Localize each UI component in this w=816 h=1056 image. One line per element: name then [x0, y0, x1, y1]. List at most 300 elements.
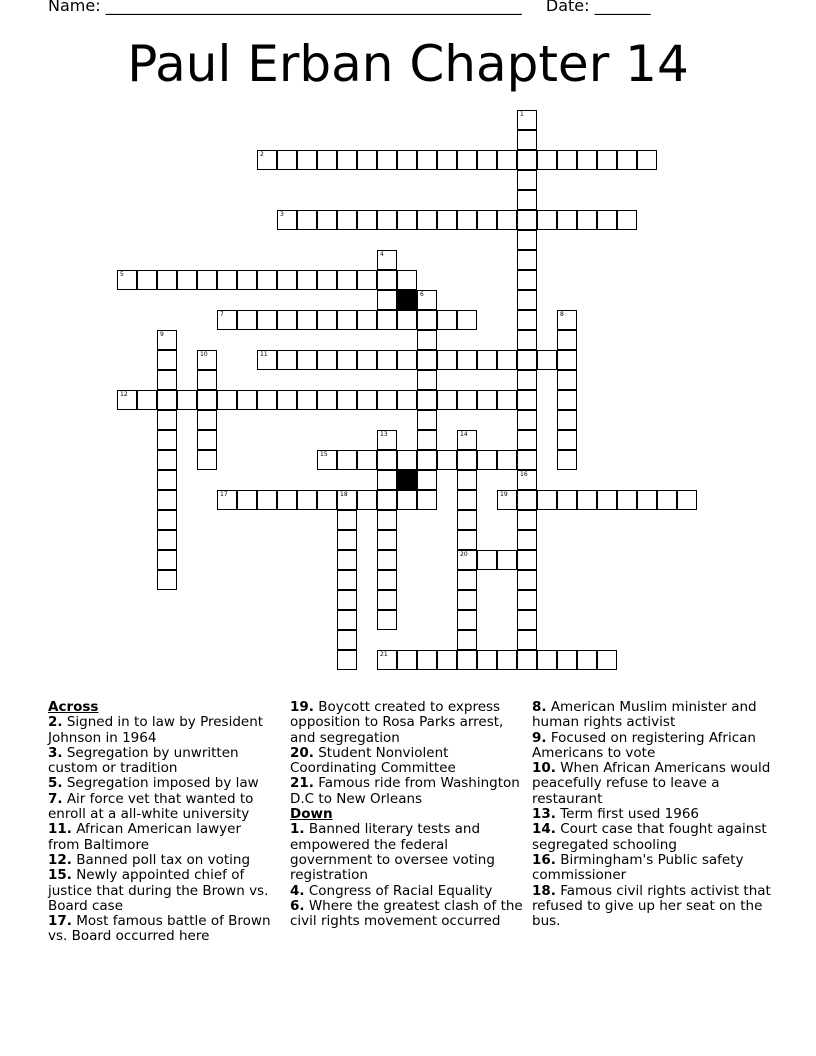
- grid-cell[interactable]: [377, 590, 397, 610]
- grid-cell[interactable]: [317, 350, 337, 370]
- grid-cell[interactable]: [317, 310, 337, 330]
- grid-cell[interactable]: [557, 650, 577, 670]
- grid-cell[interactable]: [417, 290, 437, 310]
- grid-cell[interactable]: [237, 310, 257, 330]
- clue-number: 10: [200, 351, 208, 358]
- clue-text: Student Nonviolent Coordinating Committee: [290, 744, 456, 777]
- grid-cell[interactable]: [377, 470, 397, 490]
- across-clue: [48, 746, 276, 777]
- grid-cell[interactable]: [497, 390, 517, 410]
- grid-cell[interactable]: [157, 370, 177, 390]
- grid-cell[interactable]: [557, 150, 577, 170]
- across-clue: [48, 914, 276, 945]
- grid-cell[interactable]: [457, 350, 477, 370]
- clue-text: Newly appointed chief of justice that during the Brown vs. Board case: [48, 867, 269, 914]
- header-line: [48, 0, 788, 18]
- grid-cell[interactable]: [417, 330, 437, 350]
- grid-cell[interactable]: [557, 330, 577, 350]
- grid-cell[interactable]: [537, 650, 557, 670]
- grid-cell[interactable]: [517, 490, 537, 510]
- grid-cell[interactable]: [357, 150, 377, 170]
- grid-cell[interactable]: [157, 430, 177, 450]
- grid-cell[interactable]: [457, 450, 477, 470]
- grid-cell[interactable]: [517, 130, 537, 150]
- clue-number: 1: [520, 111, 524, 118]
- grid-cell[interactable]: [557, 390, 577, 410]
- clue-number-label: 19.: [290, 699, 314, 715]
- grid-cell[interactable]: [557, 210, 577, 230]
- clue-number: 3: [280, 211, 284, 218]
- grid-cell[interactable]: [237, 490, 257, 510]
- black-cell: [397, 470, 417, 490]
- grid-cell[interactable]: [417, 650, 437, 670]
- grid-cell[interactable]: [257, 310, 277, 330]
- clue-number: 21: [380, 651, 388, 658]
- grid-cell[interactable]: [597, 490, 617, 510]
- grid-cell[interactable]: [617, 150, 637, 170]
- grid-cell[interactable]: [337, 350, 357, 370]
- grid-cell[interactable]: [317, 390, 337, 410]
- grid-cell[interactable]: [497, 150, 517, 170]
- grid-cell[interactable]: [217, 390, 237, 410]
- grid-cell[interactable]: [157, 390, 177, 410]
- name-blank[interactable]: ____________________________________________________: [105, 0, 522, 15]
- grid-cell[interactable]: [357, 390, 377, 410]
- grid-cell[interactable]: [517, 550, 537, 570]
- clue-text: American Muslim minister and human rights activist: [532, 699, 757, 731]
- grid-cell[interactable]: [277, 490, 297, 510]
- grid-cell[interactable]: [517, 270, 537, 290]
- grid-cell[interactable]: [197, 410, 217, 430]
- clue-text: Where the greatest clash of the civil rights movement occurred: [290, 897, 523, 930]
- clue-number: 2: [260, 151, 264, 158]
- grid-cell[interactable]: [457, 430, 477, 450]
- grid-cell[interactable]: [517, 650, 537, 670]
- clue-number: 8: [560, 311, 564, 318]
- grid-cell[interactable]: [337, 630, 357, 650]
- grid-cell[interactable]: [537, 490, 557, 510]
- clue-number: 17: [220, 491, 228, 498]
- grid-cell[interactable]: [457, 650, 477, 670]
- clue-number: 4: [380, 251, 384, 258]
- grid-cell[interactable]: [157, 410, 177, 430]
- grid-cell[interactable]: [397, 270, 417, 290]
- grid-cell[interactable]: [337, 510, 357, 530]
- grid-cell[interactable]: [257, 490, 277, 510]
- clue-number-label: 9.: [532, 729, 547, 746]
- grid-cell[interactable]: [517, 210, 537, 230]
- grid-cell[interactable]: [477, 450, 497, 470]
- grid-cell[interactable]: [417, 310, 437, 330]
- grid-cell[interactable]: [497, 550, 517, 570]
- grid-cell[interactable]: [157, 450, 177, 470]
- grid-cell[interactable]: [397, 350, 417, 370]
- grid-cell[interactable]: [337, 310, 357, 330]
- grid-cell[interactable]: [117, 270, 137, 290]
- grid-cell[interactable]: [357, 270, 377, 290]
- grid-cell[interactable]: [417, 450, 437, 470]
- grid-cell[interactable]: [597, 150, 617, 170]
- grid-cell[interactable]: [157, 510, 177, 530]
- clue-number-label: 4.: [290, 882, 305, 899]
- grid-cell[interactable]: [517, 330, 537, 350]
- grid-cell[interactable]: [417, 430, 437, 450]
- grid-cell[interactable]: [637, 490, 657, 510]
- grid-cell[interactable]: [457, 490, 477, 510]
- grid-cell[interactable]: [477, 150, 497, 170]
- grid-cell[interactable]: [157, 270, 177, 290]
- grid-cell[interactable]: [517, 530, 537, 550]
- page-title: Paul Erban Chapter 14: [127, 35, 689, 93]
- grid-cell[interactable]: [397, 390, 417, 410]
- grid-cell[interactable]: [157, 490, 177, 510]
- clue-column-1: [48, 700, 276, 945]
- grid-cell[interactable]: [297, 150, 317, 170]
- grid-cell[interactable]: [157, 350, 177, 370]
- grid-cell[interactable]: [377, 610, 397, 630]
- across-clue: [290, 700, 525, 746]
- clue-number-label: 8.: [532, 699, 547, 715]
- grid-cell[interactable]: [377, 310, 397, 330]
- grid-cell[interactable]: [517, 110, 537, 130]
- clue-text: Famous ride from Washington D.C to New Orleans: [290, 775, 520, 807]
- grid-cell[interactable]: [337, 590, 357, 610]
- clue-number: 14: [460, 431, 468, 438]
- grid-cell[interactable]: [517, 410, 537, 430]
- across-clue: [48, 853, 276, 868]
- grid-cell[interactable]: [377, 650, 397, 670]
- grid-cell[interactable]: [517, 430, 537, 450]
- grid-cell[interactable]: [457, 390, 477, 410]
- grid-cell[interactable]: [377, 210, 397, 230]
- clue-number: 13: [380, 431, 388, 438]
- grid-cell[interactable]: [357, 490, 377, 510]
- grid-cell[interactable]: [457, 210, 477, 230]
- grid-cell[interactable]: [377, 150, 397, 170]
- grid-cell[interactable]: [177, 270, 197, 290]
- grid-cell[interactable]: [617, 490, 637, 510]
- grid-cell[interactable]: [157, 550, 177, 570]
- across-clue: [48, 776, 276, 791]
- grid-cell[interactable]: [137, 270, 157, 290]
- grid-cell[interactable]: [377, 430, 397, 450]
- grid-cell[interactable]: [257, 270, 277, 290]
- down-clue: [532, 700, 772, 731]
- grid-cell[interactable]: [517, 630, 537, 650]
- grid-cell[interactable]: [277, 210, 297, 230]
- grid-cell[interactable]: [417, 410, 437, 430]
- grid-cell[interactable]: [297, 270, 317, 290]
- grid-cell[interactable]: [597, 650, 617, 670]
- clue-text: Famous civil rights activist that refused to give up her seat on the bus.: [532, 882, 771, 930]
- grid-cell[interactable]: [157, 330, 177, 350]
- grid-cell[interactable]: [517, 470, 537, 490]
- clue-number-label: 17.: [48, 913, 72, 930]
- grid-cell[interactable]: [457, 310, 477, 330]
- grid-cell[interactable]: [357, 210, 377, 230]
- grid-cell[interactable]: [377, 350, 397, 370]
- grid-cell[interactable]: [457, 530, 477, 550]
- grid-cell[interactable]: [497, 350, 517, 370]
- grid-cell[interactable]: [317, 450, 337, 470]
- clue-number-label: 21.: [290, 775, 314, 792]
- grid-cell[interactable]: [497, 650, 517, 670]
- grid-cell[interactable]: [417, 150, 437, 170]
- clue-number: 20: [460, 551, 468, 558]
- grid-cell[interactable]: [397, 490, 417, 510]
- grid-cell[interactable]: [297, 310, 317, 330]
- grid-cell[interactable]: [517, 150, 537, 170]
- grid-cell[interactable]: [457, 630, 477, 650]
- grid-cell[interactable]: [577, 650, 597, 670]
- grid-cell[interactable]: [377, 450, 397, 470]
- grid-cell[interactable]: [517, 370, 537, 390]
- clue-text: Air force vet that wanted to enroll at a all-white university: [48, 790, 254, 823]
- across-clue: [290, 746, 525, 777]
- down-clue: [532, 884, 772, 930]
- grid-cell[interactable]: [517, 350, 537, 370]
- grid-cell[interactable]: [517, 390, 537, 410]
- grid-cell[interactable]: [557, 490, 577, 510]
- grid-cell[interactable]: [337, 530, 357, 550]
- grid-cell[interactable]: [337, 390, 357, 410]
- grid-cell[interactable]: [677, 490, 697, 510]
- grid-cell[interactable]: [377, 510, 397, 530]
- grid-cell[interactable]: [517, 590, 537, 610]
- grid-cell[interactable]: [377, 530, 397, 550]
- grid-cell[interactable]: [377, 270, 397, 290]
- clue-text: Segregation imposed by law: [62, 775, 259, 792]
- grid-cell[interactable]: [397, 210, 417, 230]
- grid-cell[interactable]: [457, 510, 477, 530]
- grid-cell[interactable]: [377, 550, 397, 570]
- grid-cell[interactable]: [417, 350, 437, 370]
- grid-cell[interactable]: [237, 270, 257, 290]
- grid-cell[interactable]: [177, 390, 197, 410]
- clue-number: 18: [340, 491, 348, 498]
- grid-cell[interactable]: [597, 210, 617, 230]
- grid-cell[interactable]: [557, 310, 577, 330]
- clue-text: Term first used 1966: [555, 806, 700, 823]
- down-clue: [290, 822, 525, 883]
- grid-cell[interactable]: [217, 310, 237, 330]
- grid-cell[interactable]: [577, 150, 597, 170]
- grid-cell[interactable]: [337, 490, 357, 510]
- grid-cell[interactable]: [417, 390, 437, 410]
- grid-cell[interactable]: [437, 210, 457, 230]
- grid-cell[interactable]: [357, 450, 377, 470]
- grid-cell[interactable]: [217, 270, 237, 290]
- grid-cell[interactable]: [297, 390, 317, 410]
- grid-cell[interactable]: [137, 390, 157, 410]
- grid-cell[interactable]: [317, 270, 337, 290]
- grid-cell[interactable]: [437, 390, 457, 410]
- down-clue: [290, 884, 525, 899]
- clue-text: African American lawyer from Baltimore: [48, 821, 242, 853]
- clue-text: Most famous battle of Brown vs. Board occurred here: [48, 913, 271, 945]
- grid-cell[interactable]: [397, 150, 417, 170]
- grid-cell[interactable]: [417, 470, 437, 490]
- grid-cell[interactable]: [437, 450, 457, 470]
- clue-number: 9: [160, 331, 164, 338]
- grid-cell[interactable]: [157, 530, 177, 550]
- clue-text: Birmingham's Public safety commissioner: [532, 851, 744, 884]
- grid-cell[interactable]: [537, 350, 557, 370]
- grid-cell[interactable]: [377, 390, 397, 410]
- grid-cell[interactable]: [557, 410, 577, 430]
- grid-cell[interactable]: [277, 350, 297, 370]
- grid-cell[interactable]: [477, 390, 497, 410]
- grid-cell[interactable]: [197, 270, 217, 290]
- grid-cell[interactable]: [517, 570, 537, 590]
- grid-cell[interactable]: [437, 150, 457, 170]
- grid-cell[interactable]: [337, 550, 357, 570]
- grid-cell[interactable]: [637, 150, 657, 170]
- date-blank[interactable]: _______: [594, 0, 651, 15]
- grid-cell[interactable]: [477, 350, 497, 370]
- grid-cell[interactable]: [517, 450, 537, 470]
- down-heading: Down: [290, 806, 333, 823]
- down-clue: [532, 822, 772, 853]
- grid-cell[interactable]: [197, 370, 217, 390]
- grid-cell[interactable]: [377, 490, 397, 510]
- clue-text: Banned literary tests and empowered the federal government to oversee voting registration: [290, 821, 495, 884]
- grid-cell[interactable]: [577, 490, 597, 510]
- clue-column-2: [290, 700, 525, 929]
- grid-cell[interactable]: [517, 250, 537, 270]
- clue-number: 19: [500, 491, 508, 498]
- grid-cell[interactable]: [417, 490, 437, 510]
- grid-cell[interactable]: [197, 430, 217, 450]
- grid-cell[interactable]: [537, 150, 557, 170]
- across-clue: [48, 792, 276, 823]
- grid-cell[interactable]: [357, 310, 377, 330]
- grid-cell[interactable]: [517, 230, 537, 250]
- down-clue: [532, 807, 772, 822]
- grid-cell[interactable]: [557, 370, 577, 390]
- grid-cell[interactable]: [457, 470, 477, 490]
- grid-cell[interactable]: [297, 210, 317, 230]
- grid-cell[interactable]: [337, 570, 357, 590]
- grid-cell[interactable]: [417, 210, 437, 230]
- grid-cell[interactable]: [157, 570, 177, 590]
- grid-cell[interactable]: [397, 310, 417, 330]
- grid-cell[interactable]: [297, 490, 317, 510]
- grid-cell[interactable]: [277, 150, 297, 170]
- grid-cell[interactable]: [477, 550, 497, 570]
- grid-cell[interactable]: [537, 210, 557, 230]
- grid-cell[interactable]: [377, 290, 397, 310]
- grid-cell[interactable]: [337, 150, 357, 170]
- grid-cell[interactable]: [157, 470, 177, 490]
- clue-number-label: 16.: [532, 851, 556, 868]
- clue-text: Congress of Racial Equality: [304, 882, 493, 899]
- grid-cell[interactable]: [337, 450, 357, 470]
- clue-number-label: 15.: [48, 867, 72, 884]
- grid-cell[interactable]: [517, 510, 537, 530]
- grid-cell[interactable]: [477, 650, 497, 670]
- grid-cell[interactable]: [117, 390, 137, 410]
- grid-cell[interactable]: [497, 450, 517, 470]
- grid-cell[interactable]: [297, 350, 317, 370]
- grid-cell[interactable]: [517, 170, 537, 190]
- across-clue: [48, 715, 276, 746]
- grid-cell[interactable]: [317, 150, 337, 170]
- grid-cell[interactable]: [517, 610, 537, 630]
- grid-cell[interactable]: [277, 390, 297, 410]
- down-clue: [532, 761, 772, 807]
- grid-cell[interactable]: [497, 210, 517, 230]
- clue-number-label: 10.: [532, 760, 556, 777]
- grid-cell[interactable]: [477, 210, 497, 230]
- clue-text: Focused on registering African Americans to vote: [532, 729, 756, 761]
- grid-cell[interactable]: [557, 430, 577, 450]
- grid-cell[interactable]: [517, 190, 537, 210]
- grid-cell[interactable]: [357, 350, 377, 370]
- grid-cell[interactable]: [337, 610, 357, 630]
- grid-cell[interactable]: [417, 370, 437, 390]
- grid-cell[interactable]: [437, 310, 457, 330]
- clue-number-label: 2.: [48, 714, 63, 731]
- clue-number: 16: [520, 471, 528, 478]
- grid-cell[interactable]: [337, 270, 357, 290]
- grid-cell[interactable]: [437, 350, 457, 370]
- grid-cell[interactable]: [457, 590, 477, 610]
- grid-cell[interactable]: [497, 490, 517, 510]
- grid-cell[interactable]: [517, 290, 537, 310]
- grid-cell[interactable]: [377, 570, 397, 590]
- grid-cell[interactable]: [457, 570, 477, 590]
- clue-number-label: 11.: [48, 821, 72, 838]
- grid-cell[interactable]: [277, 310, 297, 330]
- grid-cell[interactable]: [237, 390, 257, 410]
- clue-number-label: 13.: [532, 806, 556, 823]
- grid-cell[interactable]: [197, 390, 217, 410]
- down-clue: [532, 731, 772, 762]
- grid-cell[interactable]: [277, 270, 297, 290]
- grid-cell[interactable]: [257, 350, 277, 370]
- grid-cell[interactable]: [397, 450, 417, 470]
- grid-cell[interactable]: [557, 350, 577, 370]
- grid-cell[interactable]: [457, 150, 477, 170]
- grid-cell[interactable]: [377, 250, 397, 270]
- clue-number-label: 7.: [48, 790, 63, 807]
- grid-cell[interactable]: [257, 390, 277, 410]
- grid-cell[interactable]: [397, 650, 417, 670]
- grid-cell[interactable]: [337, 650, 357, 670]
- clue-number-label: 14.: [532, 821, 556, 838]
- grid-cell[interactable]: [617, 210, 637, 230]
- grid-cell[interactable]: [337, 210, 357, 230]
- across-heading: Across: [48, 699, 99, 715]
- grid-cell[interactable]: [657, 490, 677, 510]
- clue-text: Segregation by unwritten custom or tradition: [48, 744, 239, 777]
- grid-cell[interactable]: [197, 350, 217, 370]
- grid-cell[interactable]: [517, 310, 537, 330]
- black-cell: [397, 290, 417, 310]
- grid-cell[interactable]: [217, 490, 237, 510]
- grid-cell[interactable]: [197, 450, 217, 470]
- grid-cell[interactable]: [457, 550, 477, 570]
- grid-cell[interactable]: [577, 210, 597, 230]
- clue-number-label: 5.: [48, 775, 63, 792]
- grid-cell[interactable]: [457, 610, 477, 630]
- grid-cell[interactable]: [437, 650, 457, 670]
- grid-cell[interactable]: [317, 490, 337, 510]
- grid-cell[interactable]: [557, 450, 577, 470]
- grid-cell[interactable]: [317, 210, 337, 230]
- grid-cell[interactable]: [257, 150, 277, 170]
